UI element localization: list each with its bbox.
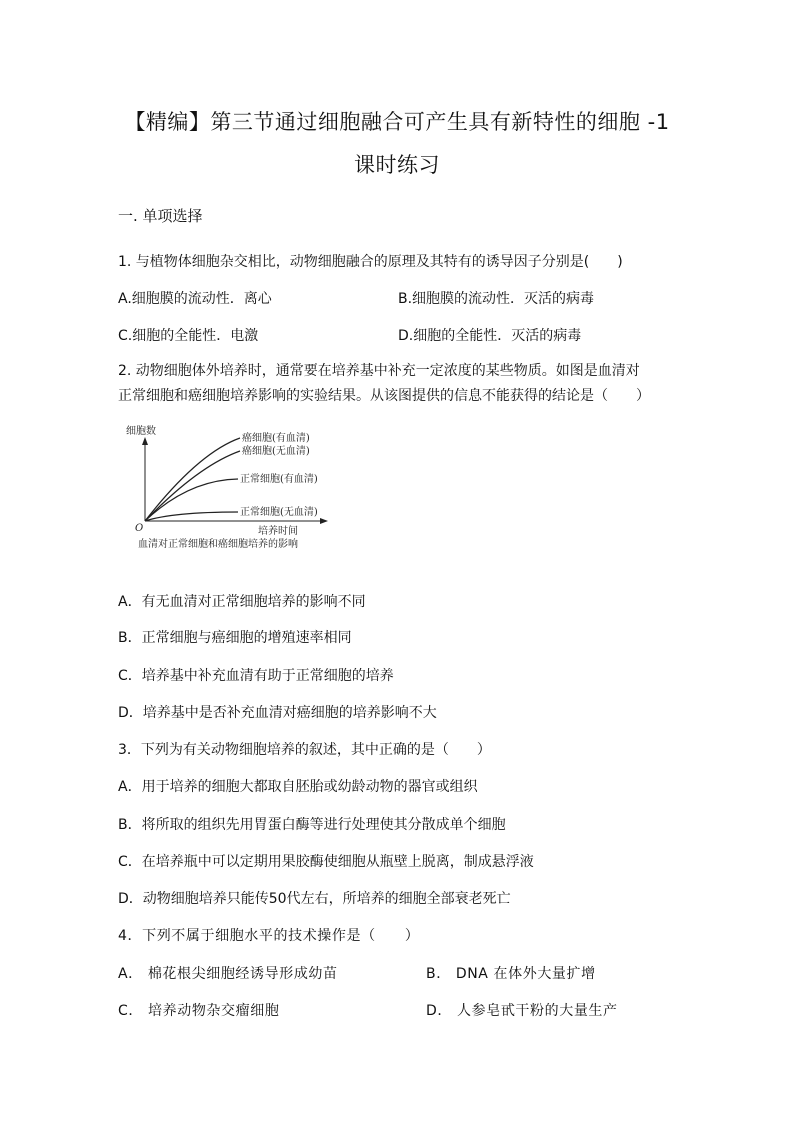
serum-effect-figure (118, 418, 348, 558)
question-1-stem: 1. 与植物体细胞杂交相比，动物细胞融合的原理及其特有的诱导因子分别是( ) (118, 254, 623, 270)
figure-caption: 血清对正常细胞和癌细胞培养的影响 (138, 539, 298, 550)
y-axis-label: 细胞数 (126, 426, 156, 437)
question-4-option-b: B． DNA 在体外大量扩增 (426, 966, 596, 982)
curve-normal-with-serum (145, 479, 238, 521)
question-1-option-b: B.细胞膜的流动性．灭活的病毒 (398, 291, 595, 307)
question-4-stem: 4．下列不属于细胞水平的技术操作是（ ） (118, 928, 420, 944)
question-3-option-c: C．在培养瓶中可以定期用果胶酶使细胞从瓶壁上脱离，制成悬浮液 (118, 854, 534, 870)
curve-normal-without-serum (145, 512, 238, 521)
question-3-option-b: B．将所取的组织先用胃蛋白酶等进行处理使其分散成单个细胞 (118, 817, 506, 833)
question-4-option-d: D． 人参皂甙干粉的大量生产 (426, 1003, 618, 1019)
x-axis-arrow (320, 518, 328, 524)
question-2-stem-line2: 正常细胞和癌细胞培养影响的实验结果。从该图提供的信息不能获得的结论是（ ） (118, 388, 650, 404)
question-3-stem: 3．下列为有关动物细胞培养的叙述，其中正确的是（ ） (118, 742, 491, 758)
x-axis-label: 培养时间 (258, 526, 298, 537)
document-title-line1: 【精编】第三节通过细胞融合可产生具有新特性的细胞 -1 (124, 110, 670, 134)
question-2-option-a: A．有无血清对正常细胞培养的影响不同 (118, 594, 366, 610)
section-heading: 一. 单项选择 (118, 207, 203, 225)
question-1-option-a: A.细胞膜的流动性．离心 (118, 291, 272, 307)
question-2-option-b: B．正常细胞与癌细胞的增殖速率相同 (118, 630, 352, 646)
curve-label-normal-with-serum: 正常细胞(有血清) (240, 474, 318, 485)
curve-label-cancer-with-serum: 癌细胞(有血清) (242, 433, 310, 444)
question-4-option-a: A． 棉花根尖细胞经诱导形成幼苗 (118, 966, 338, 982)
question-4-option-c: C． 培养动物杂交瘤细胞 (118, 1003, 280, 1019)
document-title-line2: 课时练习 (354, 153, 440, 177)
curve-label-cancer-without-serum: 癌细胞(无血清) (242, 446, 310, 457)
question-3-option-d: D．动物细胞培养只能传50代左右，所培养的细胞全部衰老死亡 (118, 891, 511, 907)
curve-cancer-without-serum (145, 451, 240, 521)
y-axis-arrow (142, 437, 148, 445)
question-2-option-d: D．培养基中是否补充血清对癌细胞的培养影响不大 (118, 705, 437, 721)
question-2-option-c: C．培养基中补充血清有助于正常细胞的培养 (118, 668, 394, 684)
question-3-option-a: A．用于培养的细胞大都取自胚胎或幼龄动物的器官或组织 (118, 779, 478, 795)
origin-label: O (135, 523, 144, 534)
curve-label-normal-without-serum: 正常细胞(无血清) (240, 507, 318, 518)
question-1-option-d: D.细胞的全能性．灭活的病毒 (398, 328, 582, 344)
question-1-option-c: C.细胞的全能性．电激 (118, 328, 259, 344)
question-2-stem-line1: 2. 动物细胞体外培养时，通常要在培养基中补充一定浓度的某些物质。如图是血清对 (118, 363, 640, 379)
